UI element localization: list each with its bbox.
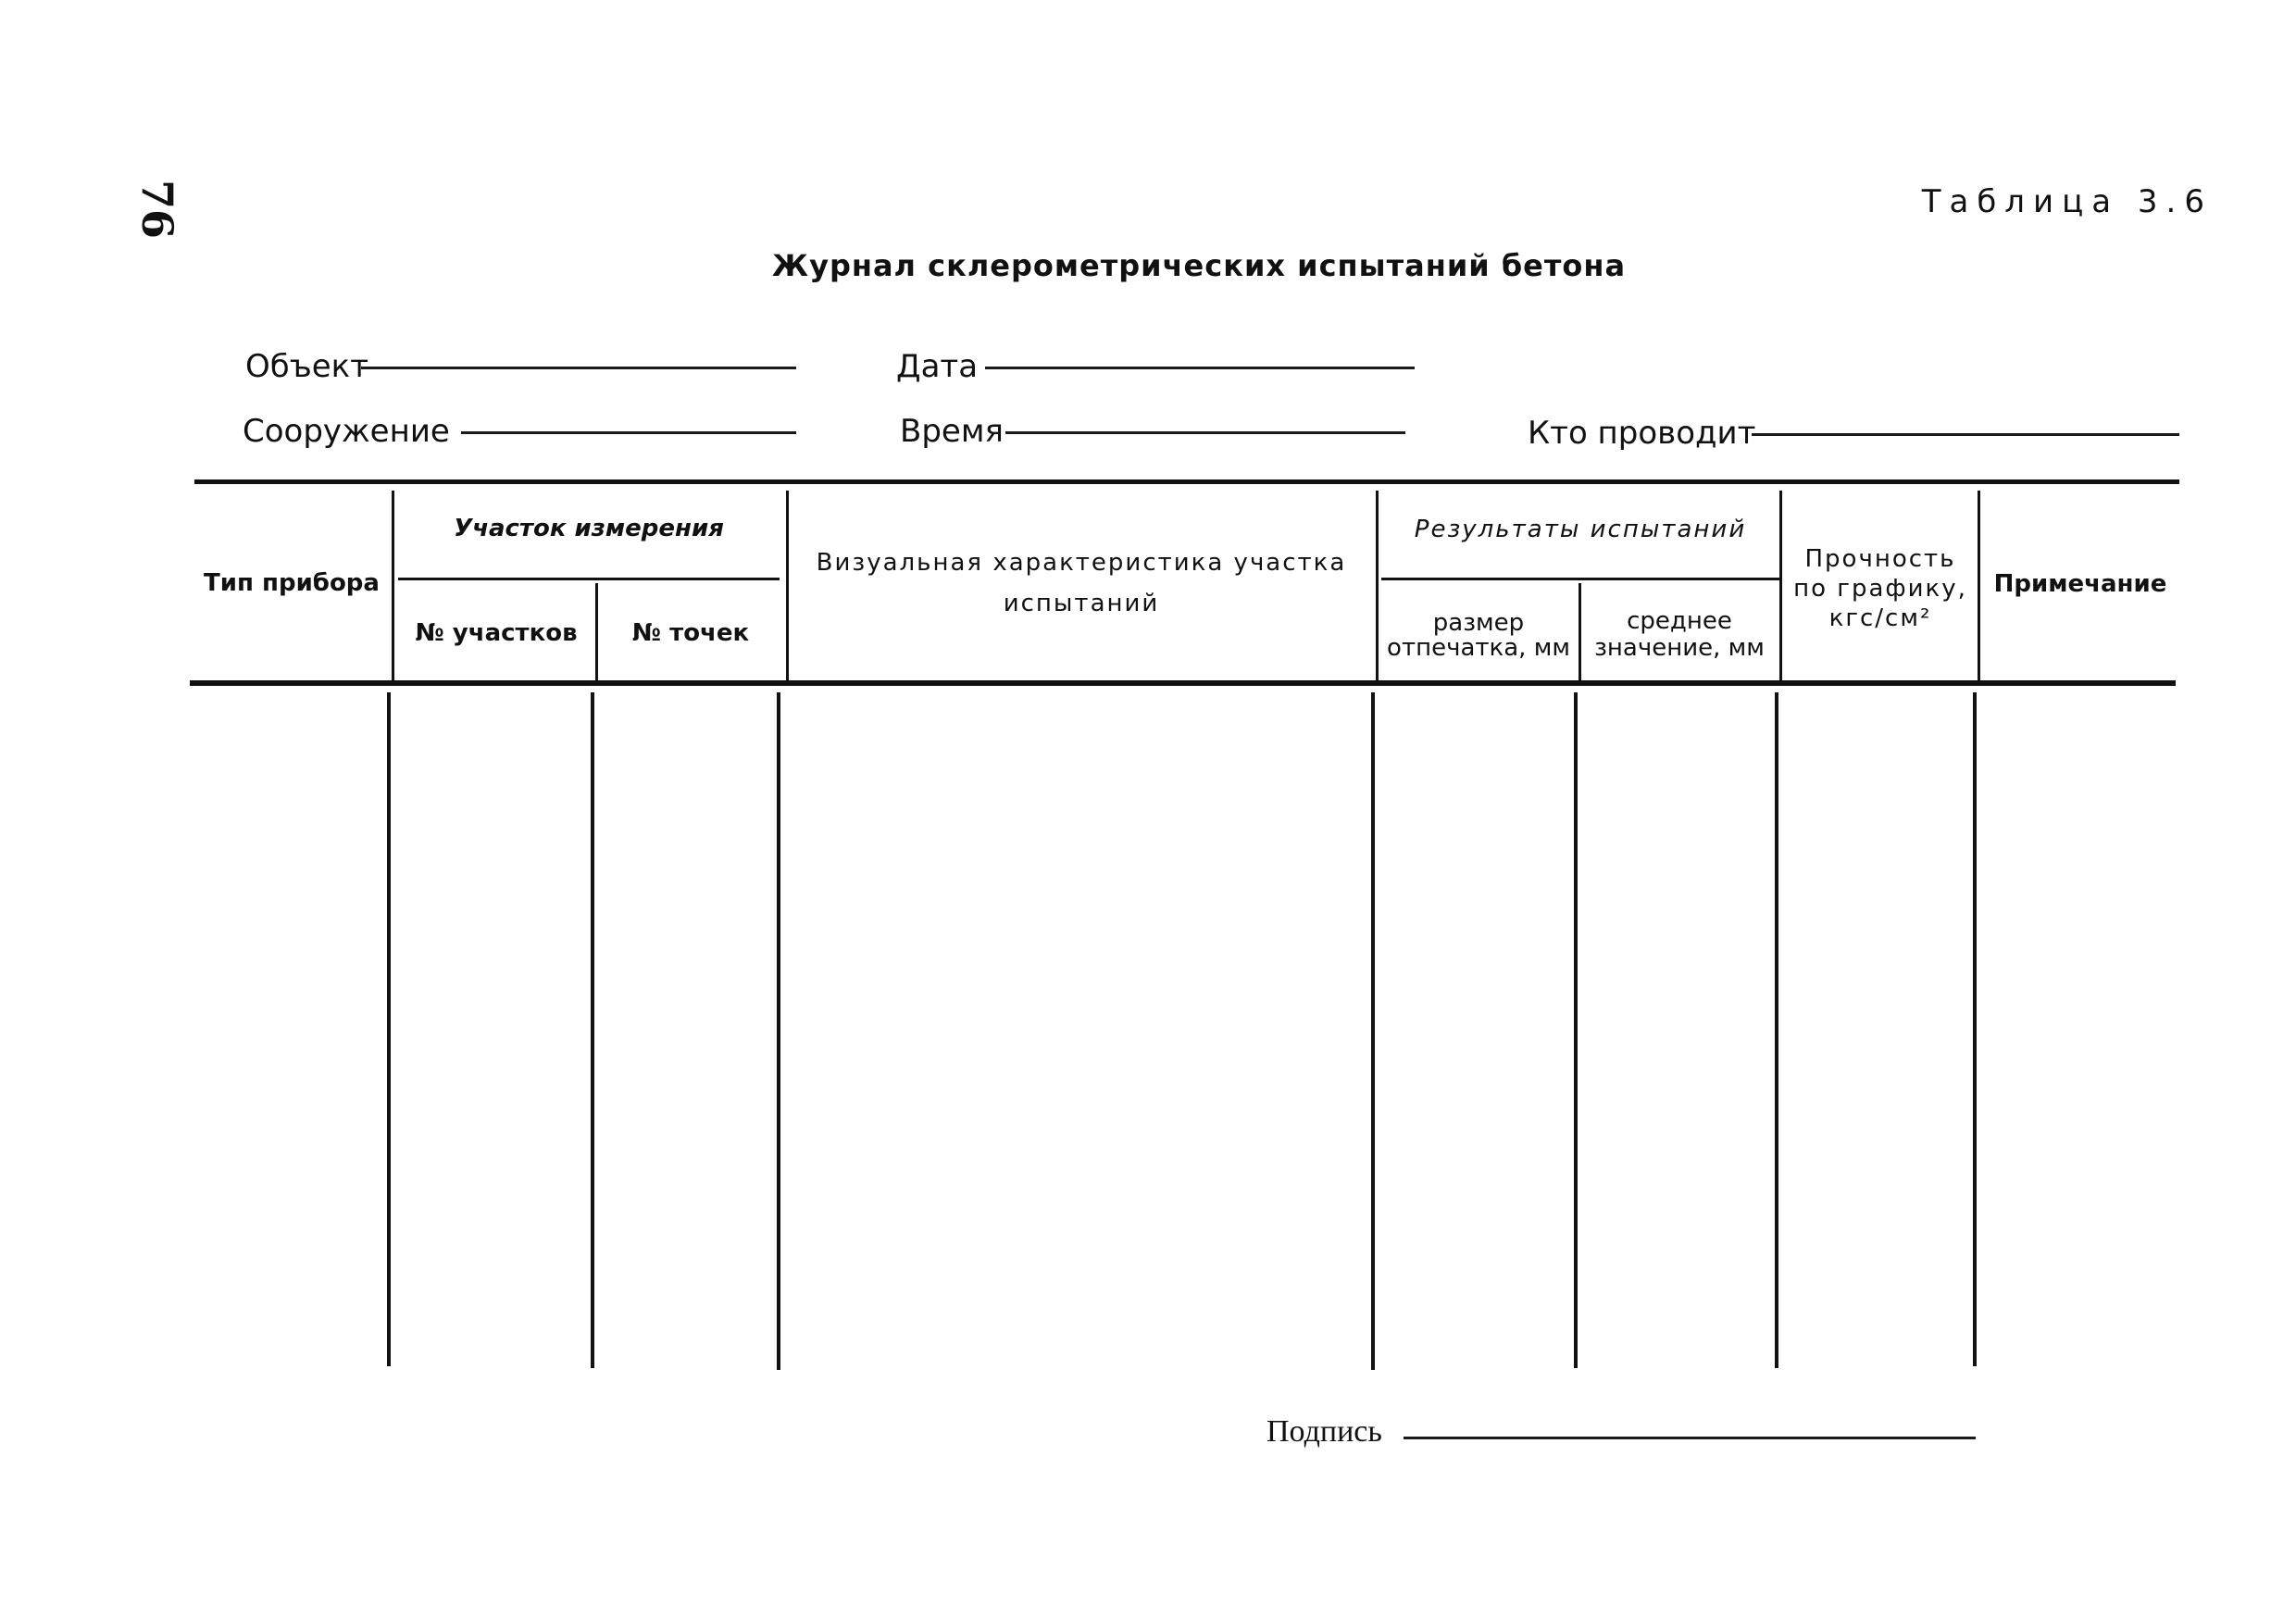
header-test-results: Результаты испытаний xyxy=(1414,516,1747,544)
table-label: Таблица 3.6 xyxy=(1921,183,2213,220)
body-vline-5 xyxy=(1574,692,1578,1368)
object-field-line xyxy=(361,367,796,369)
header-measurement-area: Участок измерения xyxy=(454,515,724,543)
header-area-numbers: № участков xyxy=(415,619,578,648)
header-device-type: Тип прибора xyxy=(204,569,380,598)
table-top-rule xyxy=(194,479,2179,484)
document-title: Журнал склерометрических испытаний бетона xyxy=(771,248,1627,283)
results-divider xyxy=(1381,578,1779,580)
body-vline-6 xyxy=(1775,692,1778,1368)
header-vline-1 xyxy=(392,491,394,680)
header-vline-2 xyxy=(595,583,598,680)
time-label: Время xyxy=(900,413,1004,450)
header-vline-7 xyxy=(1978,491,1980,680)
performer-label: Кто проводит xyxy=(1528,415,1756,452)
date-field-line xyxy=(985,367,1415,369)
body-vline-2 xyxy=(591,692,594,1368)
header-visual-characteristic: Визуальная характеристика участка испытаний xyxy=(816,548,1347,617)
body-vline-4 xyxy=(1371,692,1375,1370)
header-imprint-size: размер отпечатка, мм xyxy=(1387,608,1570,662)
header-note: Примечание xyxy=(1993,570,2167,599)
date-label: Дата xyxy=(896,348,979,385)
body-vline-1 xyxy=(387,692,391,1366)
signature-field-line xyxy=(1404,1437,1976,1439)
page-number: 76 xyxy=(132,179,182,239)
performer-field-line xyxy=(1752,433,2179,436)
header-bottom-rule xyxy=(190,680,2176,686)
header-mean-value: среднее значение, мм xyxy=(1594,607,1765,662)
body-vline-3 xyxy=(777,692,780,1370)
structure-label: Сооружение xyxy=(243,413,450,450)
header-vline-3 xyxy=(786,491,789,680)
structure-field-line xyxy=(461,431,796,434)
measurement-area-divider xyxy=(398,578,780,580)
header-strength: Прочность по графику, кгс/см² xyxy=(1793,545,1967,632)
header-vline-6 xyxy=(1779,491,1782,680)
body-vline-7 xyxy=(1973,692,1977,1366)
header-point-numbers: № точек xyxy=(631,619,750,648)
signature-label: Подпись xyxy=(1267,1414,1382,1449)
header-vline-4 xyxy=(1376,491,1379,680)
header-vline-5 xyxy=(1578,583,1581,680)
time-field-line xyxy=(1005,431,1405,434)
object-label: Объект xyxy=(245,348,369,385)
